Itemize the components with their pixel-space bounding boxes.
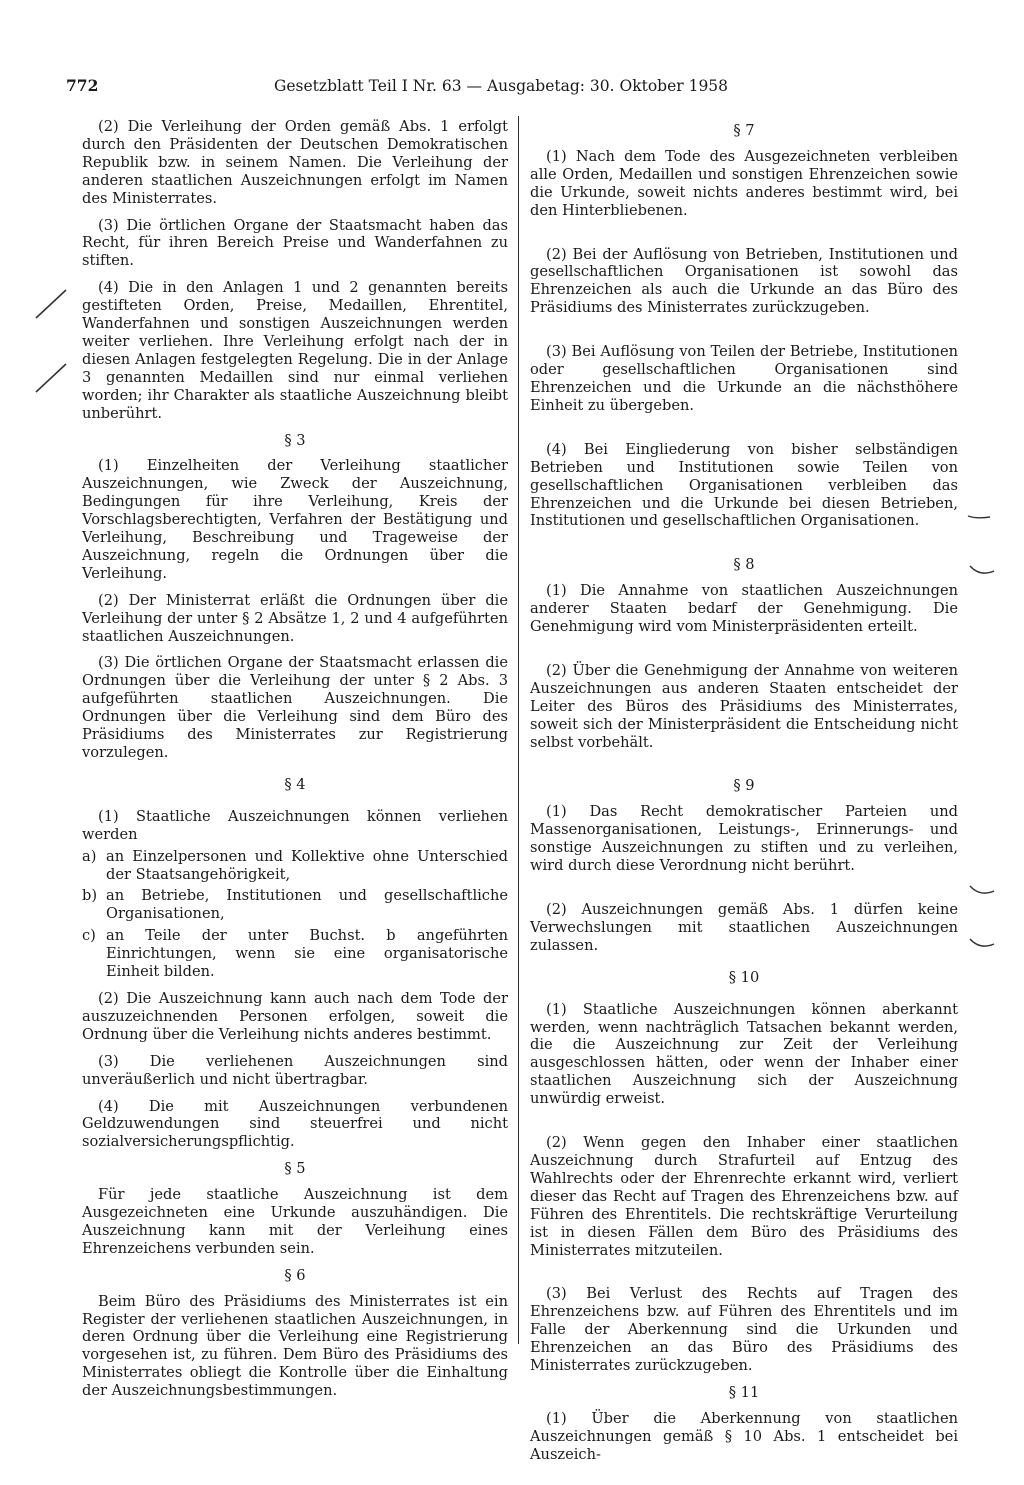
margin-dash-mark — [966, 510, 992, 524]
margin-tick-mark — [968, 563, 996, 581]
paragraph-s7-2: (2) Bei der Auflösung von Betrieben, Institutionen und gesellschaftlichen Organisationen ist sowohl das Ehrenzeichen als auch die Urkunde an das Büro des Präsidiums des Ministerrates zurückzugeben. — [530, 245, 958, 317]
column-divider — [518, 116, 519, 1344]
list-item — [82, 848, 508, 884]
paragraph-s4-4: (4) Die mit Auszeichnungen verbundenen Geldzuwendungen sind steuerfrei und nicht sozialversicherungspflichtig. — [82, 1097, 508, 1151]
paragraph-s2-4: (4) Die in den Anlagen 1 und 2 genannten bereits gestifteten Orden, Preise, Medaillen, Ehrentitel, Wanderfahnen und sonstigen Auszeichnungen werden weiter verliehen. Ihre Verleihung erfolgt nach der in diesen Anlagen festgelegten Regelung. Die in der Anlage 3 genannten Medaillen sind nur einmal verliehen worden; ihr Charakter als staatliche Auszeichnung bleibt unberührt. — [82, 279, 508, 422]
section-heading-9: § 9 — [733, 777, 755, 795]
paragraph-s3-2: (2) Der Ministerrat erläßt die Ordnungen über die Verleihung der unter § 2 Absätze 1, 2 und 4 aufgeführten staatlichen Auszeichnungen. — [82, 591, 508, 645]
margin-slash-mark — [34, 362, 68, 394]
paragraph-s7-1: (1) Nach dem Tode des Ausgezeichneten verbleiben alle Orden, Medaillen und sonstigen Ehrenzeichen sowie die Urkunde, soweit nichts anderes bestimmt wird, bei den Hinterbliebenen. — [530, 147, 958, 219]
left-column — [82, 118, 508, 1409]
paragraph-s8-2: (2) Über die Genehmigung der Annahme von weiteren Auszeichnungen aus anderen Staaten entscheidet der Leiter des Büros des Präsidiums des Ministerrates, soweit sich der Ministerpräsident die Entscheidung nicht selbst vorbehält. — [530, 661, 958, 751]
list-marker: b) — [82, 887, 98, 905]
paragraph-s4-2: (2) Die Auszeichnung kann auch nach dem Tode der auszuzeichnenden Personen erfolgen, soweit die Ordnung über die Verleihung nichts anderes bestimmt. — [82, 989, 508, 1043]
margin-tick-mark — [968, 936, 996, 954]
paragraph-s10-1: (1) Staatliche Auszeichnungen können aberkannt werden, wenn nachträglich Tatsachen bekannt werden, die die Auszeichnung zur Zeit der Verleihung ausgeschlossen hätten, oder wenn der Inhaber einer staatlichen Auszeichnung sich der Auszeichnung unwürdig erweist. — [530, 1000, 958, 1108]
list-item-text: an Betriebe, Institutionen und gesellschaftliche Organisationen, — [106, 887, 508, 923]
paragraph-s9-2: (2) Auszeichnungen gemäß Abs. 1 dürfen keine Verwechslungen mit staatlichen Auszeichnungen zulassen. — [530, 901, 958, 954]
margin-slash-mark — [34, 288, 68, 320]
list-marker: a) — [82, 847, 97, 865]
section-heading-3: § 3 — [284, 431, 306, 449]
list-item — [82, 887, 508, 923]
paragraph-s7-4: (4) Bei Eingliederung von bisher selbständigen Betrieben und Institutionen sowie Teilen von gesellschaftlichen Organisationen verbleiben das Ehrenzeichen und die Urkunde bei diesen Betrieben, Institutionen und gesellschaftlichen Organisationen. — [530, 440, 958, 530]
paragraph-s2-3: (3) Die örtlichen Organe der Staatsmacht haben das Recht, für ihren Bereich Preise und Wanderfahnen zu stiften. — [82, 216, 508, 270]
paragraph-s8-1: (1) Die Annahme von staatlichen Auszeichnungen anderer Staaten bedarf der Genehmigung. Die Genehmigung wird vom Ministerpräsidenten erteilt. — [530, 582, 958, 636]
paragraph-s3-3: (3) Die örtlichen Organe der Staatsmacht erlassen die Ordnungen über die Verleihung der unter § 2 Abs. 3 aufgeführten staatlichen Auszeichnungen. Die Ordnungen über die Verleihung sind dem Büro des Präsidiums des Ministerrates zur Registrierung vorzulegen. — [82, 654, 508, 761]
section-heading-7: § 7 — [733, 122, 755, 139]
list-item-text: an Teile der unter Buchst. b angeführten Einrichtungen, wenn sie eine organisatorische Einheit bilden. — [106, 927, 508, 981]
paragraph-s10-2: (2) Wenn gegen den Inhaber einer staatlichen Auszeichnung durch Strafurteil auf Entzug des Wahlrechts oder der Ehrenrechte erkannt wird, verliert dieser das Recht auf Tragen des Ehrenzeichens bzw. auf Führen des Ehrentitels. Die rechtskräftige Verurteilung ist in diesen Fällen dem Büro des Präsidiums des Ministerrates mitzuteilen. — [530, 1134, 958, 1259]
section-heading-5: § 5 — [284, 1160, 306, 1178]
section-heading-10: § 10 — [728, 968, 760, 986]
s4-list — [82, 848, 508, 981]
paragraph-s3-1: (1) Einzelheiten der Verleihung staatlicher Auszeichnungen, wie Zweck der Auszeichnung, Bedingungen für ihre Verleihung, Kreis der Vorschlagsberechtigten, Verfahren der Bestätigung und Verleihung, Beschreibung und Trageweise der Auszeichnung, regeln die Ordnungen über die Verleihung. — [82, 457, 508, 582]
paragraph-s4-1: (1) Staatliche Auszeichnungen können verliehen werden — [82, 807, 508, 843]
section-heading-11: § 11 — [728, 1383, 760, 1401]
margin-tick-mark — [968, 883, 996, 901]
page-title: Gesetzblatt Teil I Nr. 63 — Ausgabetag: 30. Oktober 1958 — [274, 77, 729, 95]
section-heading-8: § 8 — [733, 556, 755, 574]
section-heading-4: § 4 — [284, 775, 306, 793]
list-item — [82, 927, 508, 981]
paragraph-s4-3: (3) Die verliehenen Auszeichnungen sind unveräußerlich und nicht übertragbar. — [82, 1052, 508, 1088]
list-marker: c) — [82, 927, 96, 945]
paragraph-s9-1: (1) Das Recht demokratischer Parteien und Massenorganisationen, Leistungs-, Erinnerungs- und sonstige Auszeichnungen zu stiften und zu verleihen, wird durch diese Verordnung nicht berührt. — [530, 803, 958, 875]
paragraph-s2-2: (2) Die Verleihung der Orden gemäß Abs. 1 erfolgt durch den Präsidenten der Deutschen Demokratischen Republik bzw. in seinem Namen. Die Verleihung der anderen staatlichen Auszeichnungen erfolgt im Namen des Ministerrates. — [82, 118, 508, 207]
paragraph-s5: Für jede staatliche Auszeichnung ist dem Ausgezeichneten eine Urkunde auszuhändigen. Die Auszeichnung kann mit der Verleihung eines Ehrenzeichens verbunden sein. — [82, 1186, 508, 1257]
page-number: 772 — [66, 76, 99, 95]
paragraph-s11-1: (1) Über die Aberkennung von staatlichen Auszeichnungen gemäß § 10 Abs. 1 entscheidet bei Auszeich- — [530, 1409, 958, 1463]
paragraph-s10-3: (3) Bei Verlust des Rechts auf Tragen des Ehrenzeichens bzw. auf Führen des Ehrentitels und im Falle der Aberkennung sind die Urkunden und Ehrenzeichen an das Büro des Präsidiums des Ministerrates zurückzugeben. — [530, 1285, 958, 1375]
right-column — [530, 118, 958, 1473]
section-heading-6: § 6 — [284, 1266, 306, 1284]
list-item-text: an Einzelpersonen und Kollektive ohne Unterschied der Staatsangehörigkeit, — [106, 847, 508, 883]
paragraph-s7-3: (3) Bei Auflösung von Teilen der Betriebe, Institutionen oder gesellschaftlichen Organisationen sind Ehrenzeichen und die Urkunde an die nächsthöhere Einheit zu übergeben. — [530, 343, 958, 414]
paragraph-s6: Beim Büro des Präsidiums des Ministerrates ist ein Register der verliehenen staatlichen Auszeichnungen, in deren Ordnung über die Verleihung eine Registrierung vorgesehen ist, zu führen. Dem Büro des Präsidiums des Ministerrates obliegt die Kontrolle über die Einhaltung der Auszeichnungsbestimmungen. — [82, 1292, 508, 1400]
